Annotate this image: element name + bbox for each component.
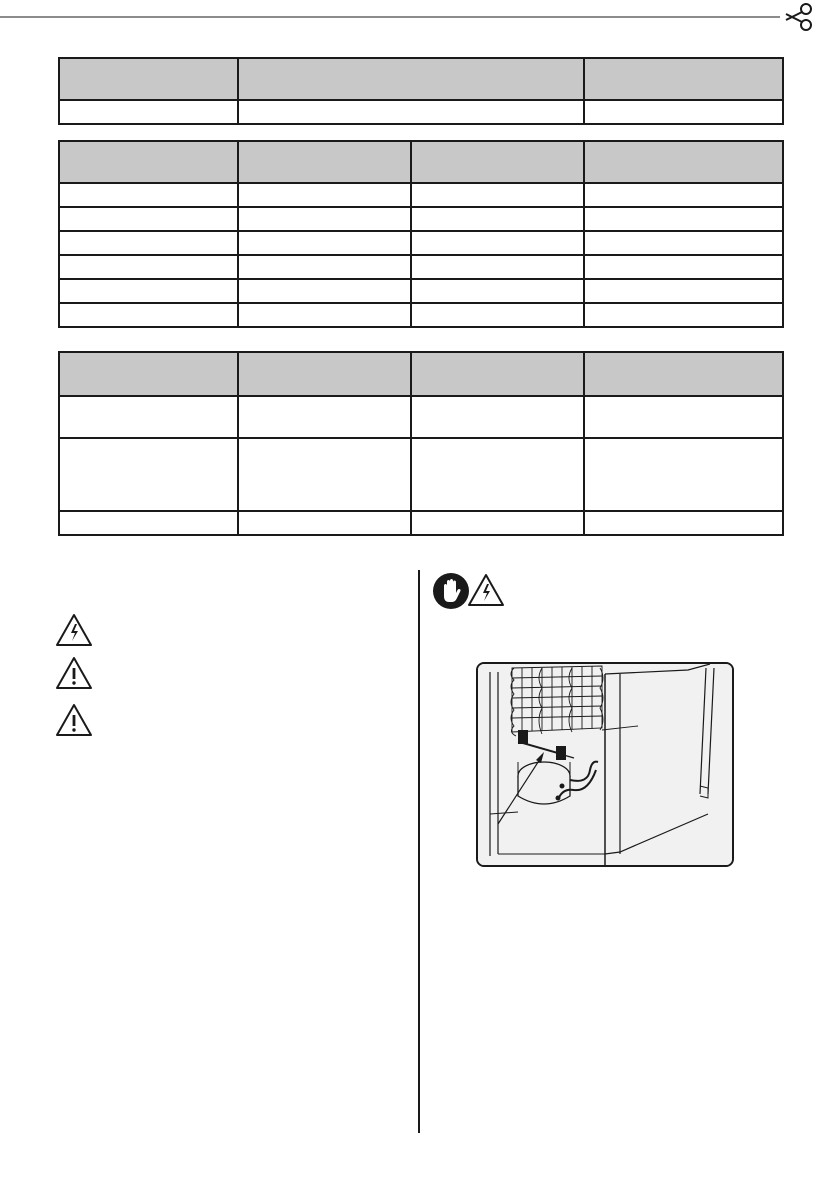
table-header-row [59, 141, 783, 183]
table-cell [411, 255, 584, 279]
table-cell [59, 231, 238, 255]
table-cell [411, 207, 584, 231]
table-cell [584, 255, 783, 279]
table-cell [238, 511, 411, 535]
header-cell [584, 352, 783, 396]
header-cell [59, 352, 238, 396]
header-cell [411, 352, 584, 396]
spec-table-2 [58, 140, 784, 328]
table-header-row [59, 352, 783, 396]
table-row [59, 303, 783, 327]
header-cell [59, 58, 238, 100]
table-row [59, 438, 783, 511]
table-row [59, 396, 783, 438]
table-cell [584, 183, 783, 207]
table-cell [584, 207, 783, 231]
table-cell [411, 396, 584, 438]
table-cell [59, 207, 238, 231]
header-cell [584, 58, 783, 100]
table-cell [411, 183, 584, 207]
table-cell [584, 279, 783, 303]
table-cell [238, 207, 411, 231]
header-cell [59, 141, 238, 183]
table-cell [59, 303, 238, 327]
warning-icon [55, 656, 93, 690]
header-cell [411, 141, 584, 183]
scissors-icon [786, 4, 811, 30]
table-cell [411, 511, 584, 535]
electric-hazard-icon [55, 613, 93, 647]
header-cell [584, 141, 783, 183]
table-cell [238, 100, 584, 124]
stop-hand-icon [432, 572, 470, 610]
table-row [59, 511, 783, 535]
table-cell [238, 396, 411, 438]
header-cell [238, 352, 411, 396]
spec-table-3 [58, 351, 784, 536]
table-row [59, 279, 783, 303]
table-cell [238, 183, 411, 207]
table-cell [584, 303, 783, 327]
table-cell [584, 511, 783, 535]
header-cell [238, 58, 584, 100]
table-row [59, 100, 783, 124]
table-cell [238, 438, 411, 511]
table-cell [59, 438, 238, 511]
table-row [59, 183, 783, 207]
table-cell [59, 255, 238, 279]
table-cell [238, 255, 411, 279]
header-cell [238, 141, 411, 183]
table-cell [411, 303, 584, 327]
spec-table-1 [58, 57, 784, 125]
warning-icon [55, 703, 93, 737]
table-cell [238, 231, 411, 255]
table-cell [59, 100, 238, 124]
table-cell [584, 396, 783, 438]
table-cell [238, 279, 411, 303]
cut-line [0, 0, 839, 34]
column-divider [418, 570, 420, 1133]
table-cell [411, 279, 584, 303]
table-cell [59, 396, 238, 438]
table-cell [238, 303, 411, 327]
table-cell [411, 231, 584, 255]
table-header-row [59, 58, 783, 100]
table-cell [59, 183, 238, 207]
table-cell [584, 231, 783, 255]
table-cell [59, 511, 238, 535]
table-cell [584, 438, 783, 511]
table-row [59, 207, 783, 231]
table-cell [59, 279, 238, 303]
table-row [59, 255, 783, 279]
table-cell [584, 100, 783, 124]
table-cell [411, 438, 584, 511]
electric-hazard-icon [467, 573, 505, 607]
table-row [59, 231, 783, 255]
refrigerator-back-illustration [476, 662, 734, 867]
